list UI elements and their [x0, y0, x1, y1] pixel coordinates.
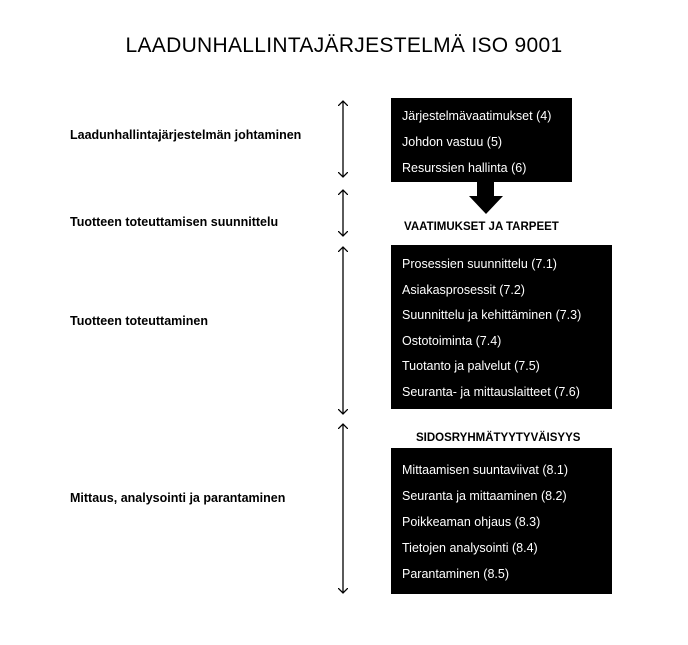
label-realization-planning: Tuotteen toteuttamisen suunnittelu: [70, 215, 279, 229]
diagram-title: LAADUNHALLINTAJÄRJESTELMÄ ISO 9001: [125, 34, 563, 57]
label-measurement: Mittaus, analysointi ja parantaminen: [70, 491, 286, 505]
measurement-item: Poikkeaman ohjaus (8.3): [402, 515, 541, 529]
realization-item: Prosessien suunnittelu (7.1): [402, 257, 557, 271]
stakeholder-satisfaction-heading: SIDOSRYHMÄTYYTYVÄISYYS: [416, 432, 581, 444]
management-item: Järjestelmävaatimukset (4): [402, 109, 552, 123]
management-item: Resurssien hallinta (6): [402, 161, 527, 175]
management-box: [391, 98, 572, 182]
measurement-item: Mittaamisen suuntaviivat (8.1): [402, 463, 569, 477]
measurement-item: Parantaminen (8.5): [402, 567, 510, 581]
realization-item: Tuotanto ja palvelut (7.5): [402, 359, 540, 373]
label-realization: Tuotteen toteuttaminen: [70, 314, 208, 328]
measurement-item: Tietojen analysointi (8.4): [402, 541, 538, 555]
down-arrow-icon: [469, 182, 503, 214]
realization-item: Suunnittelu ja kehittäminen (7.3): [402, 308, 582, 322]
label-management: Laadunhallintajärjestelmän johtaminen: [70, 128, 302, 142]
realization-box: [391, 245, 612, 409]
management-item: Johdon vastuu (5): [402, 135, 503, 149]
requirements-heading: VAATIMUKSET JA TARPEET: [404, 221, 559, 233]
realization-item: Ostotoiminta (7.4): [402, 334, 502, 348]
measurement-box: [391, 448, 612, 594]
measurement-item: Seuranta ja mittaaminen (8.2): [402, 489, 567, 503]
realization-item: Asiakasprosessit (7.2): [402, 283, 525, 297]
realization-item: Seuranta- ja mittauslaitteet (7.6): [402, 385, 580, 399]
